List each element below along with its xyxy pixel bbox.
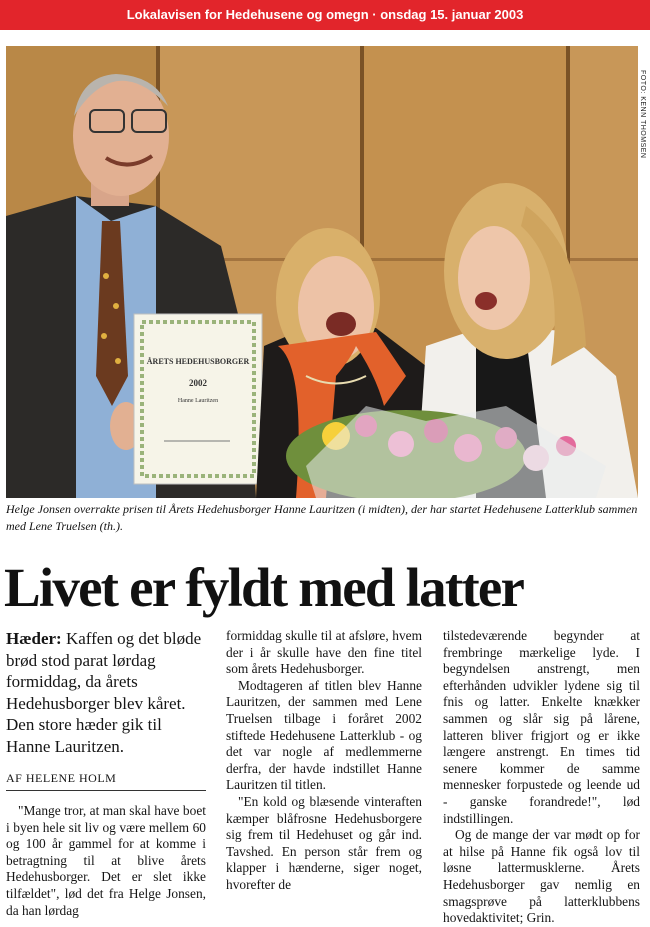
diploma-title: ÅRETS HEDEHUSBORGER: [146, 357, 250, 366]
paragraph: "En kold og blæsende vinteraften kæmper blåfrosne Hedehusborgere sig frem til Hedehuset og går ind. Tavshed. En person står frem og klapper i hænderne, siger noget, hvorefter de: [226, 793, 422, 892]
article-lead: [6, 628, 206, 757]
photo-credit: FOTO: KENN THOMSEN: [639, 70, 646, 159]
article-column-3: [443, 628, 640, 927]
diploma-name: Hanne Lauritzen: [177, 398, 219, 404]
article-column-1: [6, 628, 206, 919]
article-column-2: [226, 628, 422, 894]
paragraph: "Mange tror, at man skal have boet i byen hele sit liv og være mellem 60 og 100 år gammel for at komme i betragtning til at blive årets Hedehusborger. Det er slet ikke tilfældet", lød det fra Helge Jonsen, da han lørdag: [6, 803, 206, 918]
article-photo: [6, 46, 638, 498]
diploma-year: 2002: [189, 378, 207, 388]
newspaper-banner: Lokalavisen for Hedehusene og omegn · onsdag 15. januar 2003: [0, 0, 650, 30]
paragraph: formiddag skulle til at afsløre, hvem der i år skulle have den fine titel som årets Hedehusborger.: [226, 628, 422, 677]
article-headline: Livet er fyldt med latter: [4, 557, 524, 618]
byline: AF HELENE HOLM: [6, 771, 206, 791]
paragraph: tilstedeværende begynder at frembringe mærkelige lyde. I begyndelsen anstrengt, men efterhånden udvikler lydene sig til fnis og latter. Enkelte knækker sammen og slår sig på lårene, latteren bliver frigjort og er ikke længere anstrengt. En times tid senere kommer de samme mennesker forpustede og leende ud - ganske forandrede!", lød indstillingen.: [443, 628, 640, 826]
paragraph: Modtageren af titlen blev Hanne Lauritzen, der sammen med Lene Truelsen tilbage i foråret 2002 stiftede Hedehusene Latterklub - og det var nogle af medlemmerne derfra, der havde indstillet Hanne Lauritzen til titlen.: [226, 677, 422, 793]
photo-caption: Helge Jonsen overrakte prisen til Årets Hedehusborger Hanne Lauritzen (i midten), der har startet Hedehusene Latterklub sammen med Lene Truelsen (th.).: [6, 502, 638, 533]
paragraph: Og de mange der var mødt op for at hilse på Hanne fik også lov til løsne lattermusklerne. Årets Hedehusborger gav nemlig en smagsprøve på latterklubbens hovedaktivitet; Grin.: [443, 827, 640, 926]
lead-text: Kaffen og det bløde brød stod parat lørdag formiddag, da årets Hedehusborger blev kåret. Den store hæder gik til Hanne Lauritzen.: [6, 629, 202, 756]
lead-label: Hæder:: [6, 629, 62, 648]
